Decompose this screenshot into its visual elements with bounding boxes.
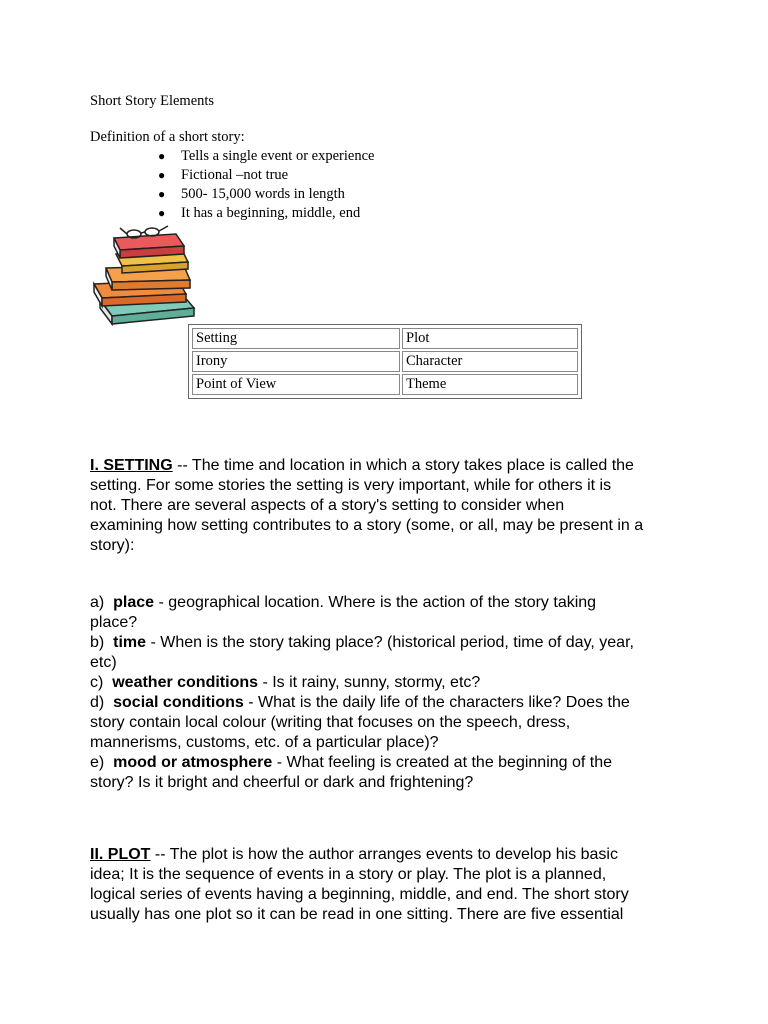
document-title: Short Story Elements	[90, 93, 215, 109]
list-item: ● Fictional –not true	[158, 167, 289, 183]
table-row	[192, 351, 578, 372]
table-cell: Plot	[402, 328, 578, 349]
table-cell: Setting	[192, 328, 400, 349]
bullet-icon: ●	[158, 187, 166, 201]
list-item: a) place - geographical location. Where is the action of the story taking	[90, 594, 597, 611]
setting-section: I. SETTING -- The time and location in which a story takes place is called the setting. For some stories the setting is very important, while for others it is not. There are several aspects of a story's setting to consider when examining how setting contributes to a story (some, or all, may be present in a story):	[90, 457, 644, 554]
list-item: b) time - When is the story taking place? (historical period, time of day, year,	[90, 634, 634, 651]
list-item: e) mood or atmosphere - What feeling is created at the beginning of the	[90, 754, 613, 771]
definition-label: Definition of a short story:	[90, 129, 245, 145]
table-cell: Character	[402, 351, 578, 372]
bullet-icon: ●	[158, 206, 166, 220]
setting-heading: I. SETTING	[90, 457, 173, 474]
plot-section: II. PLOT -- The plot is how the author arranges events to develop his basic idea; It is the sequence of events in a story or play. The plot is a planned, logical series of events having a beginning, middle, and end. The short story usually has one plot so it can be read in one sitting. There are five essential	[90, 846, 629, 923]
setting-aspects-list: a) place - geographical location. Where is the action of the story taking place? b) time - When is the story taking place? (historical period, time of day, year, etc) c) weather conditions - Is it rainy, sunny, stormy, etc? d) social conditions - What is the daily life of the characters like? Does the story contain local colour (writing that focuses on the speech, dress, mannerisms, customs, etc. of a particular place)? e) mood or atmosphere - What feeling is created at the beginning of the story? Is it bright and cheerful or dark and frightening?	[90, 593, 690, 793]
table-row	[192, 374, 578, 395]
story-elements-table	[188, 324, 582, 399]
table-cell: Point of View	[192, 374, 400, 395]
list-item: ● Tells a single event or experience	[158, 148, 375, 164]
list-item: ● 500- 15,000 words in length	[158, 186, 345, 202]
bullet-icon: ●	[158, 168, 166, 182]
table-cell: Theme	[402, 374, 578, 395]
list-item: ● It has a beginning, middle, end	[158, 205, 361, 221]
bullet-icon: ●	[158, 149, 166, 163]
list-item: d) social conditions - What is the daily life of the characters like? Does the	[90, 694, 630, 711]
table-row	[192, 328, 578, 349]
list-item: c) weather conditions - Is it rainy, sunny, stormy, etc?	[90, 674, 481, 691]
stack-of-books-with-glasses-icon	[86, 224, 206, 328]
plot-heading: II. PLOT	[90, 846, 151, 863]
table-cell: Irony	[192, 351, 400, 372]
